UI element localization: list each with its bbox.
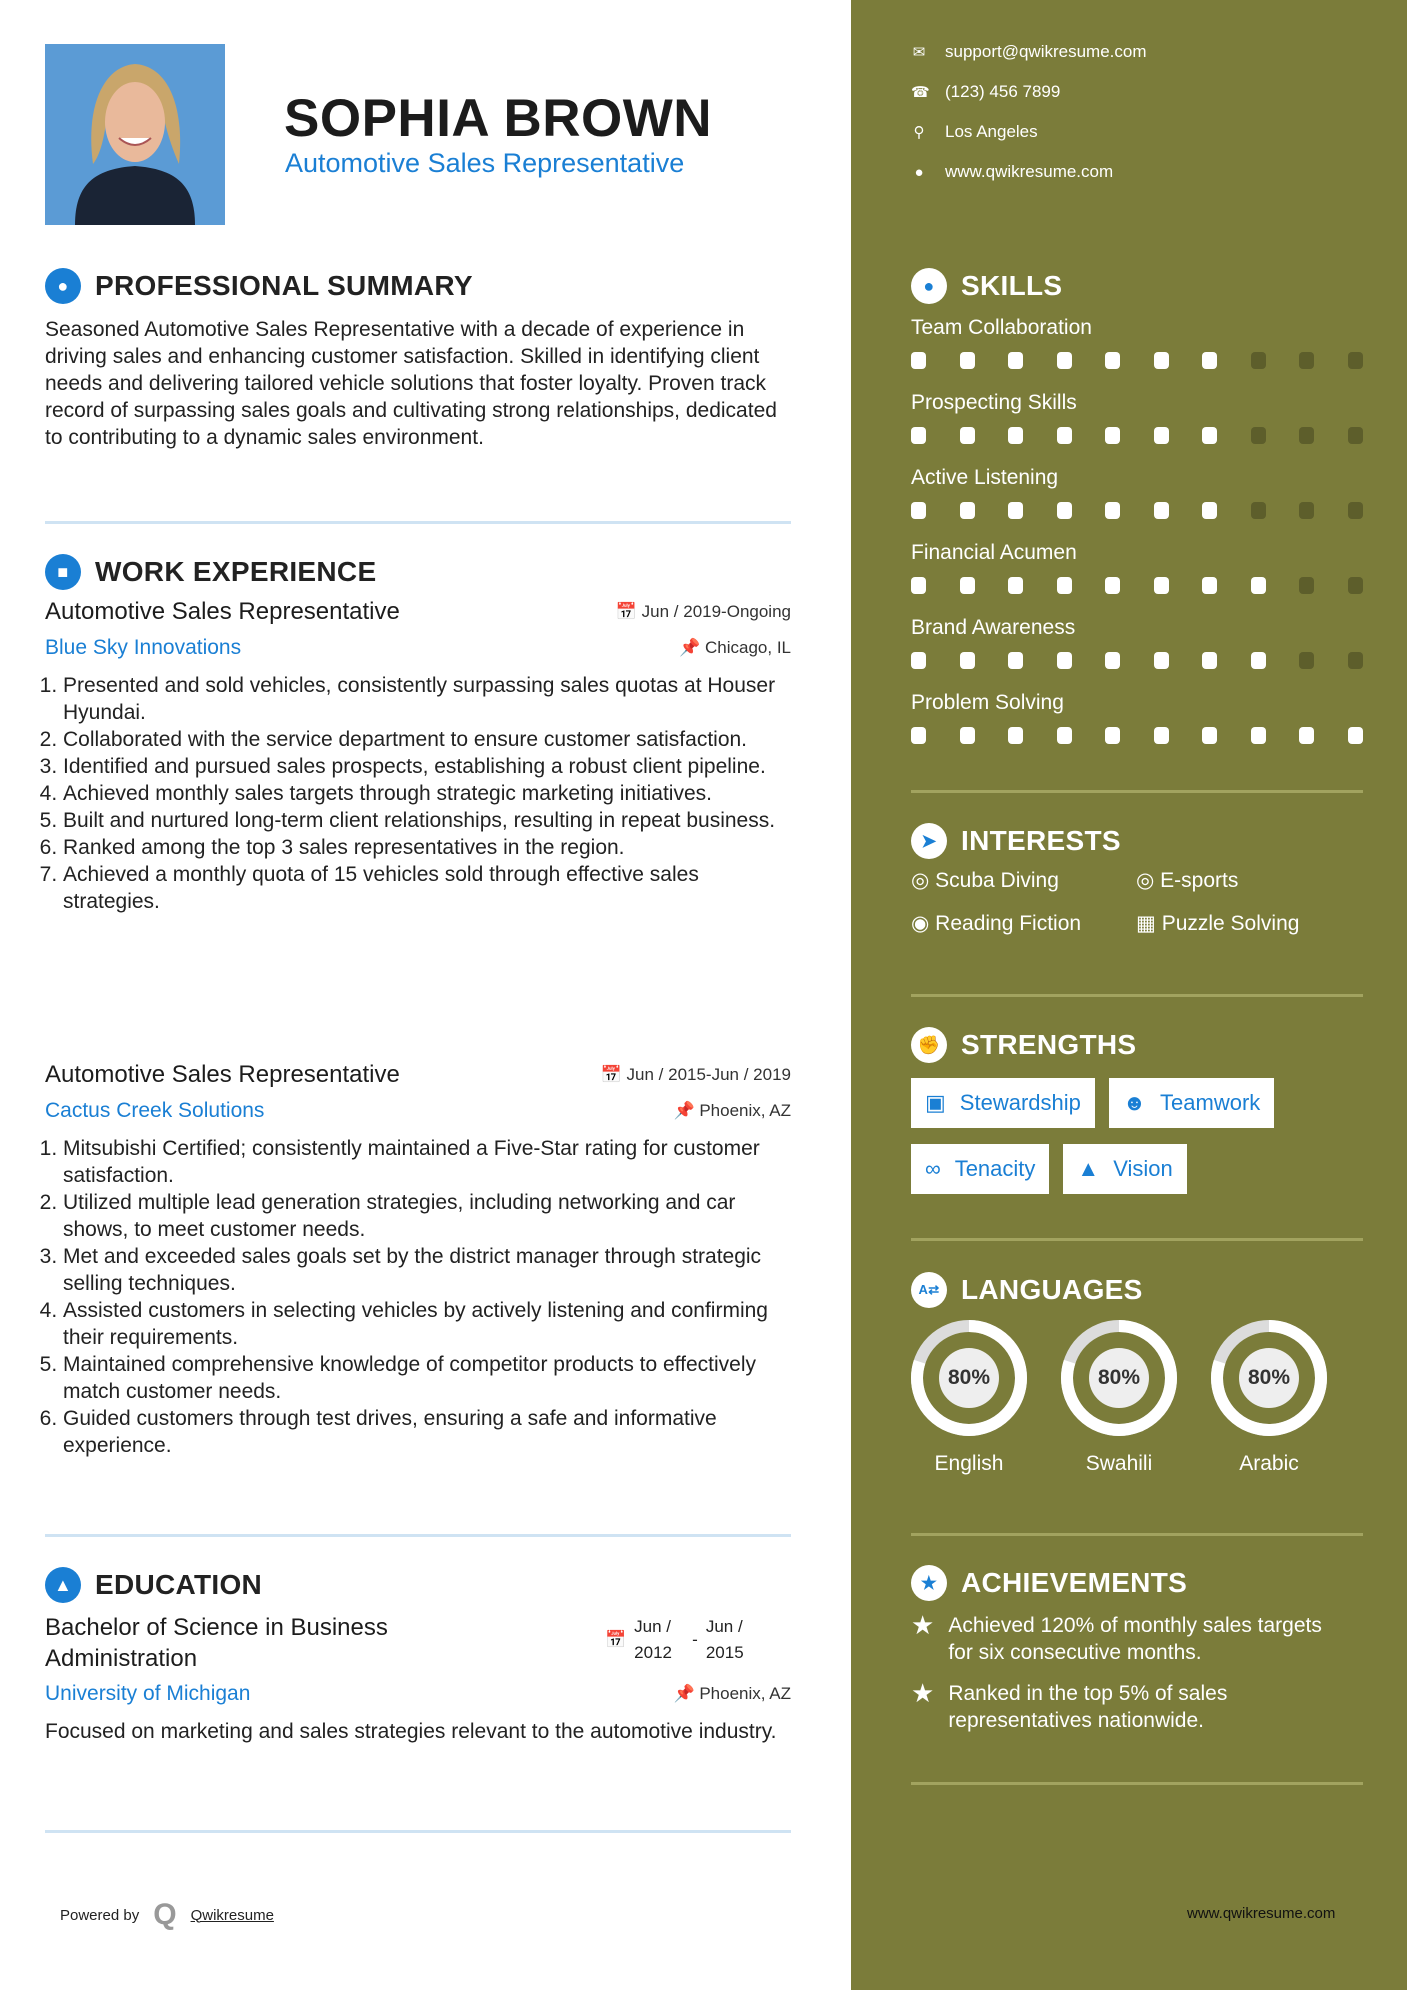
rating-dot-filled	[1299, 727, 1314, 744]
strength-label: Tenacity	[954, 1156, 1036, 1181]
duty-item: 2. Utilized multiple lead generation strategies, including networking and car shows, to meet customer needs.	[63, 1189, 791, 1243]
strengths-heading-text: STRENGTHS	[961, 1029, 1137, 1060]
rating-dot-filled	[1008, 577, 1023, 594]
job-location-text: Chicago, IL	[705, 638, 791, 657]
users-icon: ☻	[1122, 1090, 1147, 1115]
company-name: Blue Sky Innovations	[45, 636, 242, 659]
star-icon: ★	[911, 1678, 935, 1708]
candidate-name: SOPHIA BROWN	[284, 89, 713, 148]
lightbulb-icon: ●	[911, 268, 947, 304]
company-name: Cactus Creek Solutions	[45, 1099, 265, 1122]
languages-list	[909, 1318, 1329, 1476]
job-title: Automotive Sales Representative	[45, 598, 400, 625]
duty-item: 1. Presented and sold vehicles, consistently surpassing sales quotas at Houser Hyundai.	[63, 672, 791, 726]
rating-dot-empty	[1251, 427, 1266, 444]
powered-by-text: Powered by	[60, 1906, 140, 1924]
education-dates	[605, 1614, 756, 1666]
contact-location-text: Los Angeles	[945, 122, 1038, 141]
language-progress-ring	[1209, 1318, 1329, 1438]
rating-dot-filled	[1057, 352, 1072, 369]
envelope-icon: ✉	[912, 44, 926, 61]
education-description: Focused on marketing and sales strategies relevant to the automotive industry.	[45, 1720, 777, 1743]
duty-item: 1. Mitsubishi Certified; consistently maintained a Five-Star rating for customer satisfaction.	[63, 1135, 791, 1189]
rating-dot-filled	[1154, 727, 1169, 744]
skill-name: Problem Solving	[911, 691, 1064, 714]
contact-website[interactable]	[911, 162, 1147, 182]
rating-dot-empty	[1348, 352, 1363, 369]
skill-item	[911, 691, 1363, 744]
strengths-heading	[911, 1027, 1136, 1063]
language-percent: 80%	[1239, 1348, 1299, 1408]
rating-dot-filled	[1154, 652, 1169, 669]
pin-icon: 📌	[673, 1101, 700, 1120]
language-name: Swahili	[1085, 1452, 1153, 1475]
briefcase-icon: ▣	[925, 1090, 946, 1115]
contact-list	[911, 42, 1147, 182]
contact-location	[911, 122, 1147, 142]
interest-label: Scuba Diving	[935, 869, 1059, 892]
rating-dot-filled	[1057, 727, 1072, 744]
rating-dot-filled	[1105, 652, 1120, 669]
rating-dot-filled	[1202, 652, 1217, 669]
rating-dot-filled	[1154, 577, 1169, 594]
star-icon: ★	[911, 1610, 935, 1640]
rating-dot-empty	[1251, 502, 1266, 519]
graduation-cap-icon: ▲	[45, 1567, 81, 1603]
contact-website-text: www.qwikresume.com	[945, 162, 1114, 181]
gamepad-icon: ◉	[911, 912, 936, 935]
language-item	[1209, 1318, 1329, 1476]
rating-dot-filled	[1251, 652, 1266, 669]
rating-dot-filled	[1202, 577, 1217, 594]
education-heading	[45, 1567, 262, 1603]
rating-dot-filled	[960, 577, 975, 594]
achievement-item	[911, 1612, 1363, 1666]
divider	[45, 521, 791, 524]
divider	[911, 1238, 1363, 1241]
paper-plane-icon: ➤	[911, 823, 947, 859]
language-percent: 80%	[1089, 1348, 1149, 1408]
rating-dot-filled	[960, 352, 975, 369]
rating-dot-empty	[1299, 427, 1314, 444]
experience-heading	[45, 554, 376, 590]
language-percent: 80%	[939, 1348, 999, 1408]
rating-dot-filled	[1154, 427, 1169, 444]
duty-item: 2. Collaborated with the service department to ensure customer satisfaction.	[63, 726, 791, 753]
phone-icon: ☎	[911, 84, 930, 101]
strength-label: Vision	[1113, 1156, 1173, 1181]
skill-rating	[911, 577, 1363, 594]
rating-dot-empty	[1251, 352, 1266, 369]
language-name: Arabic	[1239, 1452, 1299, 1475]
rating-dot-filled	[960, 502, 975, 519]
footer-website[interactable]: www.qwikresume.com	[1187, 1905, 1336, 1922]
languages-heading	[911, 1272, 1143, 1308]
rating-dot-empty	[1299, 352, 1314, 369]
rating-dot-filled	[1008, 352, 1023, 369]
rating-dot-filled	[1154, 502, 1169, 519]
rating-dot-filled	[1202, 727, 1217, 744]
rating-dot-filled	[1202, 502, 1217, 519]
achievements-heading	[911, 1565, 1187, 1601]
skill-item	[911, 466, 1363, 519]
rating-dot-filled	[1202, 352, 1217, 369]
link-icon: ∞	[925, 1156, 941, 1181]
job-dates	[616, 602, 791, 622]
profile-photo	[45, 44, 225, 225]
skill-item	[911, 616, 1363, 669]
job-location	[679, 638, 791, 658]
rating-dot-empty	[1299, 577, 1314, 594]
rating-dot-filled	[1105, 352, 1120, 369]
pin-icon: 📌	[679, 638, 705, 657]
rating-dot-empty	[1299, 652, 1314, 669]
rating-dot-filled	[1105, 727, 1120, 744]
qwikresume-logo-icon: Q	[153, 1898, 177, 1931]
rating-dot-filled	[911, 427, 926, 444]
rating-dot-empty	[1348, 577, 1363, 594]
skills-list	[911, 316, 1363, 766]
interest-item	[1136, 868, 1356, 893]
education-location-text: Phoenix, AZ	[699, 1684, 791, 1703]
skill-item	[911, 316, 1363, 369]
rating-dot-filled	[1105, 577, 1120, 594]
language-progress-ring	[1059, 1318, 1179, 1438]
education-start: Jun / 2012	[634, 1617, 672, 1662]
interests-heading-text: INTERESTS	[961, 825, 1121, 856]
strength-tag	[911, 1144, 1049, 1194]
job-location-text: Phoenix, AZ	[699, 1101, 791, 1120]
map-marker-icon: ⚲	[913, 124, 925, 141]
rating-dot-filled	[960, 652, 975, 669]
skill-rating	[911, 502, 1363, 519]
job-location	[673, 1101, 791, 1121]
translate-icon: A⇄	[911, 1272, 947, 1308]
book-icon: ▦	[1136, 912, 1162, 935]
rating-dot-filled	[1202, 427, 1217, 444]
sidebar	[851, 0, 1407, 1990]
achievements-heading-text: ACHIEVEMENTS	[961, 1567, 1188, 1598]
divider	[45, 1830, 791, 1833]
contact-phone[interactable]	[911, 82, 1147, 102]
divider	[911, 1782, 1363, 1785]
contact-phone-text: (123) 456 7899	[945, 82, 1061, 101]
skill-name: Brand Awareness	[911, 616, 1076, 639]
rating-dot-filled	[1348, 727, 1363, 744]
duty-item: 4. Achieved monthly sales targets through strategic marketing initiatives.	[63, 780, 791, 807]
skill-rating	[911, 727, 1363, 744]
divider	[911, 790, 1363, 793]
contact-email[interactable]	[911, 42, 1147, 62]
language-item	[1059, 1318, 1179, 1476]
rating-dot-filled	[911, 727, 926, 744]
rating-dot-filled	[960, 427, 975, 444]
pin-icon: 📌	[673, 1684, 700, 1703]
degree: Bachelor of Science in Business Administration	[45, 1614, 388, 1672]
interest-label: Puzzle Solving	[1161, 912, 1300, 935]
job-dates	[601, 1065, 791, 1085]
achievements-list	[911, 1612, 1363, 1734]
fist-icon: ✊	[911, 1027, 947, 1063]
divider	[911, 994, 1363, 997]
contact-email-text: support@qwikresume.com	[945, 42, 1147, 61]
education-heading-text: EDUCATION	[95, 1569, 263, 1600]
skill-item	[911, 391, 1363, 444]
language-progress-ring	[909, 1318, 1029, 1438]
strength-tag	[911, 1078, 1095, 1128]
rating-dot-filled	[1057, 577, 1072, 594]
school-name: University of Michigan	[45, 1682, 251, 1705]
candidate-title: Automotive Sales Representative	[285, 148, 685, 178]
duty-item: 3. Met and exceeded sales goals set by the district manager through strategic selling techniques.	[63, 1243, 791, 1297]
skill-rating	[911, 352, 1363, 369]
job-duties	[45, 672, 791, 915]
summary-text: Seasoned Automotive Sales Representative with a decade of experience in driving sales and enhancing customer satisfaction. Skilled in identifying client needs and delivering tailored vehicle solutions that foster loyalty. Proven track record of surpassing sales goals and cultivating strong relationships, dedicated to contributing to a dynamic sales environment.	[45, 318, 777, 449]
job-entry	[45, 598, 791, 915]
skill-name: Prospecting Skills	[911, 391, 1077, 414]
summary-heading-text: PROFESSIONAL SUMMARY	[95, 270, 473, 301]
rating-dot-filled	[911, 652, 926, 669]
rating-dot-filled	[1105, 502, 1120, 519]
globe-icon: ●	[914, 163, 924, 181]
interests-heading	[911, 823, 1121, 859]
interest-label: E-sports	[1160, 869, 1239, 892]
job-duties	[45, 1135, 791, 1459]
language-item	[909, 1318, 1029, 1476]
rating-dot-empty	[1348, 652, 1363, 669]
strength-tag	[1063, 1144, 1186, 1194]
achievement-text: Ranked in the top 5% of sales representatives nationwide.	[948, 1682, 1228, 1732]
rating-dot-filled	[1057, 427, 1072, 444]
experience-heading-text: WORK EXPERIENCE	[95, 556, 377, 587]
divider	[911, 1533, 1363, 1536]
duty-item: 5. Built and nurtured long-term client relationships, resulting in repeat business.	[63, 807, 791, 834]
rating-dot-filled	[1008, 427, 1023, 444]
rating-dot-filled	[911, 577, 926, 594]
rating-dot-empty	[1348, 427, 1363, 444]
user-icon: ●	[45, 268, 81, 304]
binoculars-icon: ▲	[1077, 1156, 1100, 1181]
job-dates-text: Jun / 2015-Jun / 2019	[626, 1065, 791, 1084]
duty-item: 7. Achieved a monthly quota of 15 vehicles sold through effective sales strategies.	[63, 861, 791, 915]
strength-label: Teamwork	[1160, 1090, 1261, 1115]
interest-item	[911, 868, 1136, 893]
briefcase-icon: ■	[45, 554, 81, 590]
skill-rating	[911, 427, 1363, 444]
education-end: Jun / 2015	[705, 1617, 744, 1662]
rating-dot-filled	[960, 727, 975, 744]
date-separator: -	[692, 1630, 698, 1649]
interest-item	[911, 911, 1136, 936]
calendar-icon: 📅	[600, 1065, 627, 1084]
skill-name: Team Collaboration	[911, 316, 1092, 339]
achievement-text: Achieved 120% of monthly sales targets for six consecutive months.	[948, 1614, 1322, 1664]
calendar-icon: 📅	[615, 602, 642, 621]
duty-item: 3. Identified and pursued sales prospects, establishing a robust client pipeline.	[63, 753, 791, 780]
rating-dot-empty	[1348, 502, 1363, 519]
job-entry	[45, 1061, 791, 1459]
life-ring-icon: ◎	[911, 869, 936, 892]
duty-item: 5. Maintained comprehensive knowledge of competitor products to effectively match customer needs.	[63, 1351, 791, 1405]
achievement-item	[911, 1680, 1363, 1734]
rating-dot-filled	[1251, 727, 1266, 744]
rating-dot-filled	[1105, 427, 1120, 444]
duty-item: 4. Assisted customers in selecting vehicles by actively listening and confirming their requirements.	[63, 1297, 791, 1351]
strength-label: Stewardship	[959, 1090, 1081, 1115]
job-title: Automotive Sales Representative	[45, 1061, 400, 1088]
skill-name: Financial Acumen	[911, 541, 1077, 564]
rating-dot-filled	[1251, 577, 1266, 594]
duty-item: 6. Ranked among the top 3 sales representatives in the region.	[63, 834, 791, 861]
qwikresume-link[interactable]: Qwikresume	[190, 1906, 274, 1924]
language-name: English	[934, 1452, 1004, 1475]
summary-heading	[45, 268, 473, 304]
rating-dot-filled	[1057, 502, 1072, 519]
rating-dot-filled	[1154, 352, 1169, 369]
skill-name: Active Listening	[911, 466, 1059, 489]
rating-dot-filled	[1008, 502, 1023, 519]
calendar-icon: 📅	[605, 1630, 627, 1649]
interest-label: Reading Fiction	[935, 912, 1082, 935]
rating-dot-filled	[1008, 727, 1023, 744]
rating-dot-filled	[911, 352, 926, 369]
powered-by	[60, 1898, 274, 1932]
star-badge-icon: ★	[911, 1565, 947, 1601]
skills-heading	[911, 268, 1062, 304]
duty-item: 6. Guided customers through test drives, ensuring a safe and informative experience.	[63, 1405, 791, 1459]
strengths-list	[911, 1078, 1363, 1194]
skill-item	[911, 541, 1363, 594]
languages-heading-text: LANGUAGES	[961, 1274, 1143, 1305]
rating-dot-filled	[1057, 652, 1072, 669]
strength-tag	[1109, 1078, 1274, 1128]
education-location	[600, 1684, 791, 1704]
job-dates-text: Jun / 2019-Ongoing	[641, 602, 791, 621]
rating-dot-filled	[911, 502, 926, 519]
rating-dot-filled	[1008, 652, 1023, 669]
rating-dot-empty	[1299, 502, 1314, 519]
skills-heading-text: SKILLS	[961, 270, 1063, 301]
divider	[45, 1534, 791, 1537]
interests-list	[911, 868, 1356, 936]
interest-item	[1136, 911, 1356, 936]
skill-rating	[911, 652, 1363, 669]
life-ring-icon: ◎	[1136, 869, 1161, 892]
